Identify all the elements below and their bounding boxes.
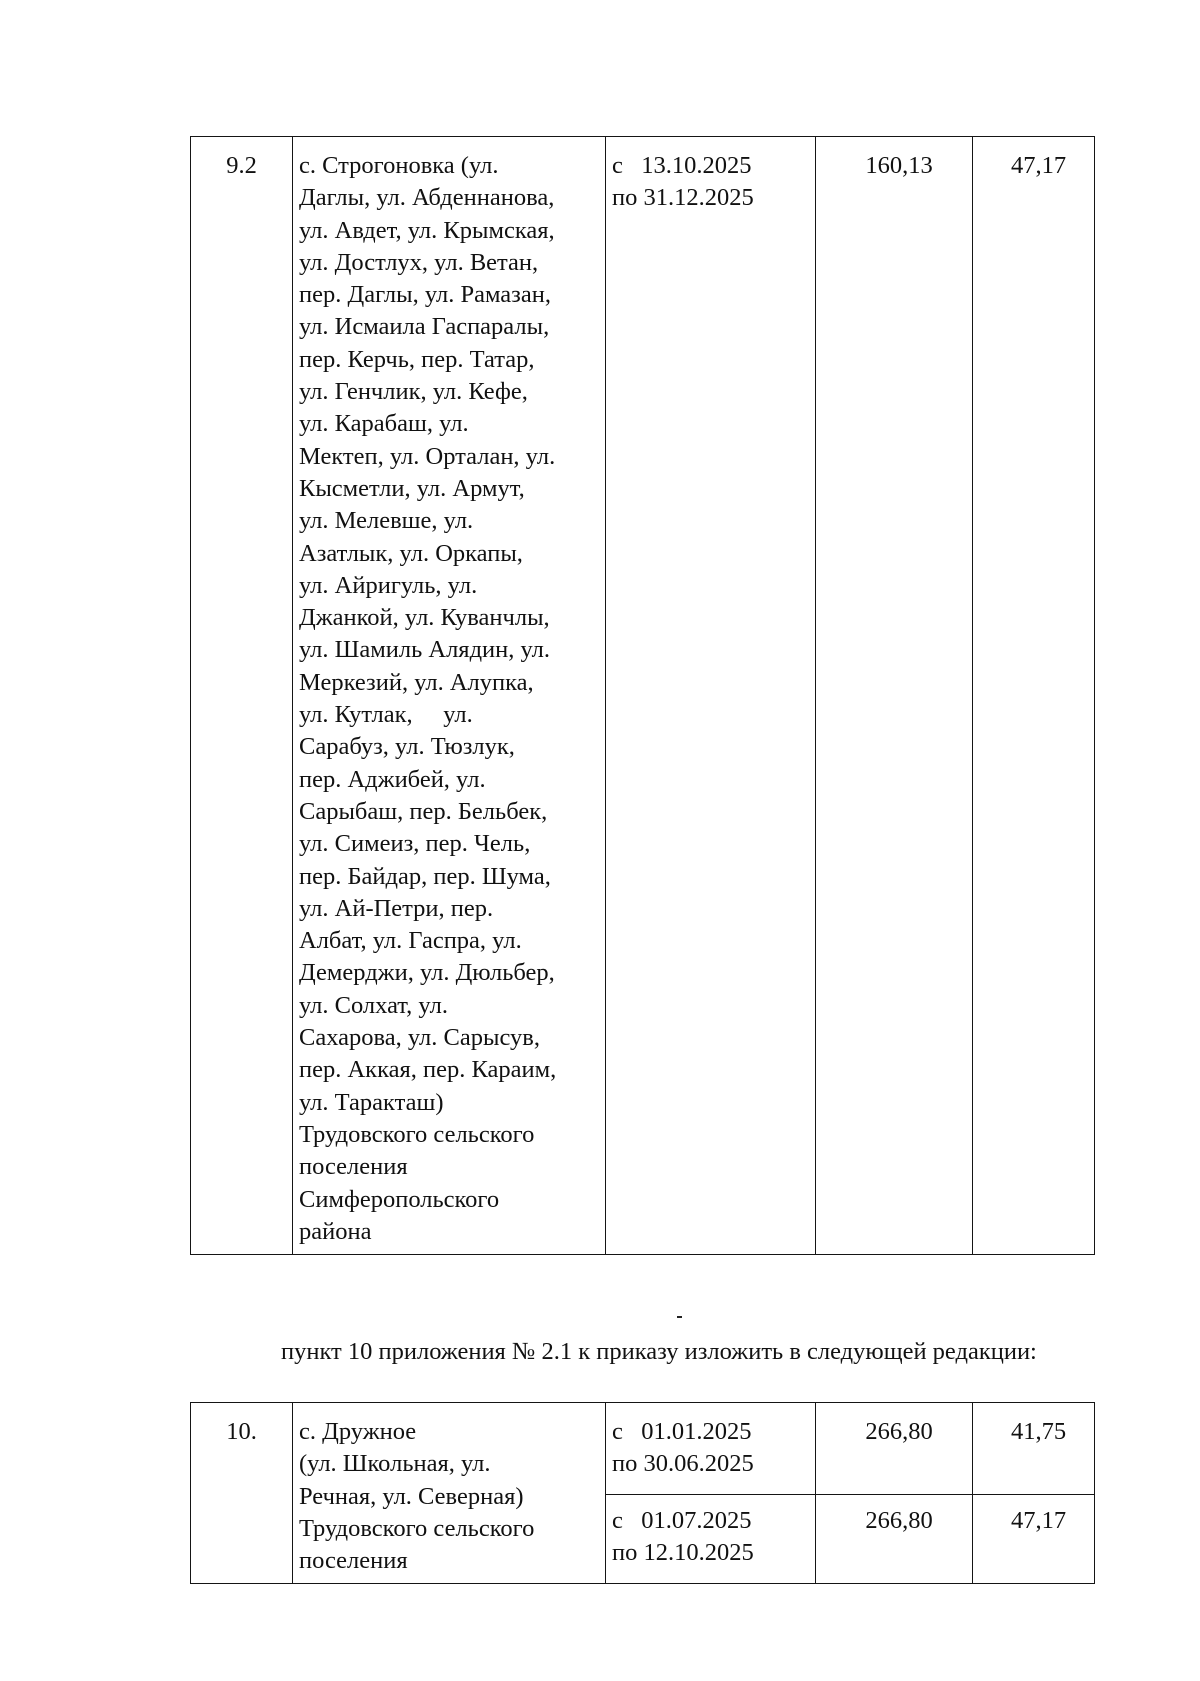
location-line: Албат, ул. Гаспра, ул.: [299, 927, 522, 955]
location-line: района: [299, 1217, 372, 1245]
row-number: 9.2: [191, 137, 293, 1255]
location-line: пер. Даглы, ул. Рамазан,: [299, 281, 551, 309]
location-line: с. Дружное: [299, 1418, 417, 1445]
location-line: ул. Айригуль, ул.: [299, 571, 478, 599]
location-line: ул. Шамиль Алядин, ул.: [299, 636, 551, 664]
table-row: [191, 137, 1095, 1255]
period-to: по 31.12.2025: [612, 184, 754, 212]
value-2-cell: 41,75: [973, 1403, 1095, 1495]
location-line: Меркезий, ул. Алупка,: [299, 668, 534, 696]
location-line: Джанкой, ул. Куванчлы,: [299, 604, 550, 632]
period-to: по 12.10.2025: [612, 1539, 754, 1567]
location-line: Азатлык, ул. Оркапы,: [299, 539, 523, 567]
location-line: Сарабуз, ул. Тюзлук,: [299, 733, 515, 761]
location-line: ул. Таракташ): [299, 1088, 444, 1116]
location-line: ул. Кутлак, ул.: [299, 701, 473, 729]
location-line: Речная, ул. Северная): [299, 1482, 524, 1510]
value-2-cell: 47,17: [973, 1494, 1095, 1584]
location-line: ул. Солхат, ул.: [299, 991, 448, 1019]
location-line: Трудовского сельского: [299, 1514, 535, 1542]
location-line: Трудовского сельского: [299, 1120, 535, 1148]
location-line: ул. Достлух, ул. Ветан,: [299, 248, 539, 276]
period-cell: [606, 1403, 816, 1495]
location-line: пер. Байдар, пер. Шума,: [299, 862, 551, 890]
location-line: Кысметли, ул. Армут,: [299, 474, 525, 502]
location-line: поселения: [299, 1153, 408, 1181]
location-line: с. Строгоновка (ул.: [299, 152, 499, 179]
period-to: по 30.06.2025: [612, 1450, 754, 1478]
table-row: [191, 1403, 1095, 1495]
location-line: ул. Карабаш, ул.: [299, 410, 469, 438]
location-line: ул. Генчлик, ул. Кефе,: [299, 378, 528, 406]
location-line: пер. Аджибей, ул.: [299, 765, 486, 793]
instruction-text: пункт 10 приложения № 2.1 к приказу изложить в следующей редакции:: [281, 1338, 1037, 1365]
location-cell: [293, 137, 606, 1255]
location-line: ул. Симеиз, пер. Чель,: [299, 830, 531, 858]
location-line: Мектеп, ул. Орталан, ул.: [299, 442, 556, 470]
location-line: ул. Авдет, ул. Крымская,: [299, 216, 555, 244]
period-cell: [606, 137, 816, 1255]
location-line: пер. Аккая, пер. Караим,: [299, 1056, 557, 1084]
location-line: пер. Керчь, пер. Татар,: [299, 345, 535, 373]
period-from: с 13.10.2025: [612, 152, 752, 179]
value-1-cell: 266,80: [816, 1403, 973, 1495]
location-line: Сарыбаш, пер. Бельбек,: [299, 797, 548, 825]
location-line: Сахарова, ул. Сарысув,: [299, 1024, 540, 1052]
row-number: 10.: [191, 1403, 293, 1584]
tariff-table-item-10: [190, 1402, 1095, 1584]
location-line: (ул. Школьная, ул.: [299, 1450, 491, 1478]
location-cell: [293, 1403, 606, 1584]
location-line: поселения: [299, 1547, 408, 1575]
location-line: ул. Исмаила Гаспаралы,: [299, 313, 550, 341]
period-cell: [606, 1494, 816, 1584]
scan-mark: [677, 1316, 682, 1318]
location-line: Демерджи, ул. Дюльбер,: [299, 959, 555, 987]
value-2-cell: 47,17: [973, 137, 1095, 1255]
value-1-cell: 160,13: [816, 137, 973, 1255]
location-line: ул. Ай-Петри, пер.: [299, 894, 494, 922]
location-line: Даглы, ул. Абденнанова,: [299, 184, 555, 212]
tariff-table-continued: [190, 136, 1095, 1255]
location-line: ул. Мелевше, ул.: [299, 507, 474, 535]
value-1-cell: 266,80: [816, 1494, 973, 1584]
period-from: с 01.07.2025: [612, 1506, 752, 1534]
location-line: Симферопольского: [299, 1185, 500, 1213]
period-from: с 01.01.2025: [612, 1418, 752, 1445]
